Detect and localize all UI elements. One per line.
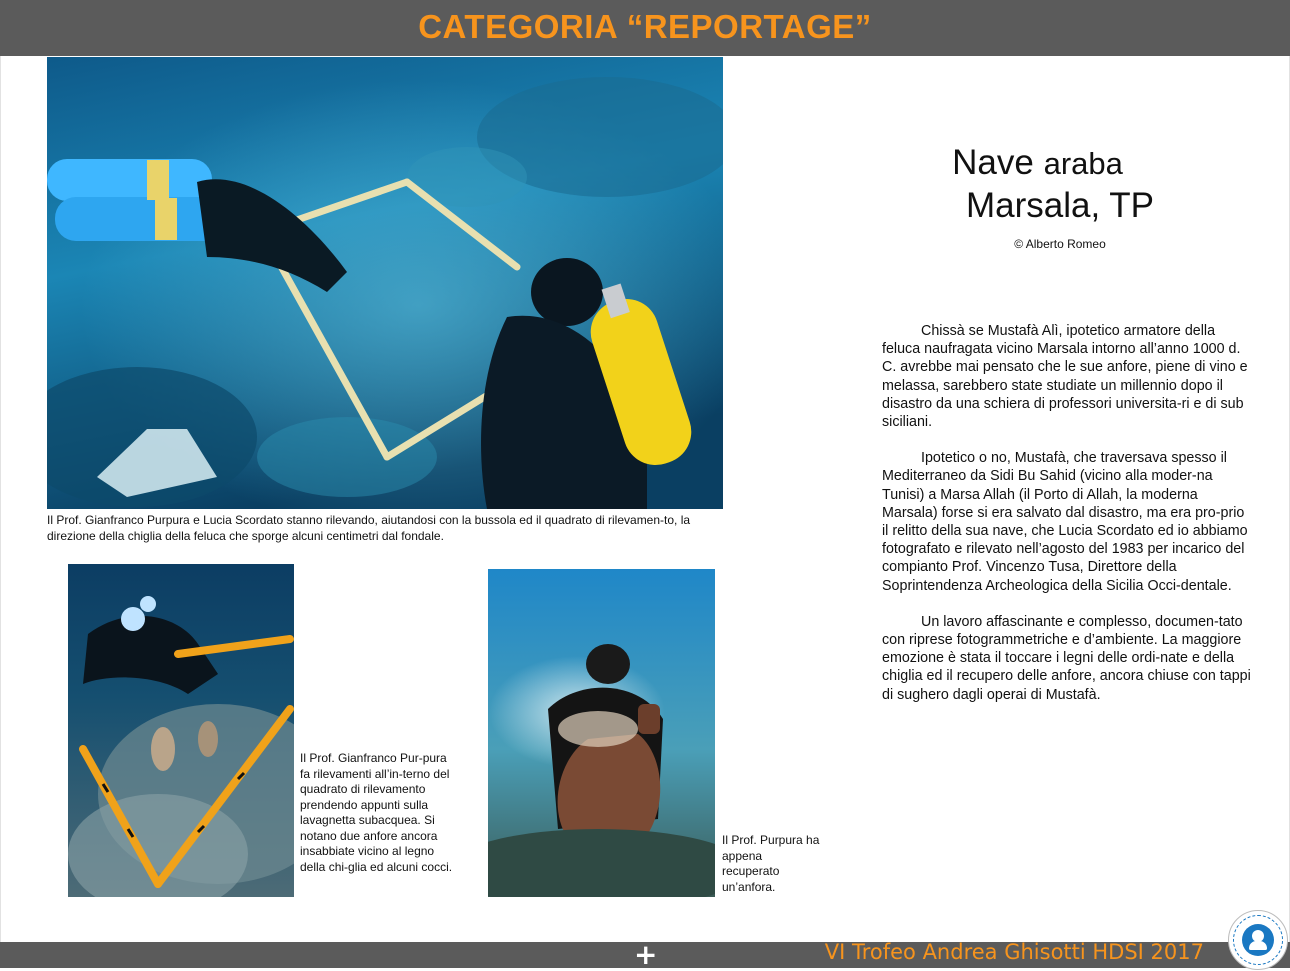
photo-divers-surveying <box>47 57 723 509</box>
article-title-line1 <box>880 142 1240 185</box>
photo2-caption: Il Prof. Gianfranco Pur-pura fa rilevamenti all’in-terno del quadrato di rilevamento prendendo appunti sulla lavagnetta subacquea. Si notano due anfore ancora insabbiate vicino al legno della chi-glia ed alcuni cocci. <box>300 751 453 874</box>
article-paragraph: Un lavoro affascinante e complesso, documen-tato con riprese fotogrammetriche e d’ambiente. La maggiore emozione è stata il toccare i legni delle ordi-nate e della chiglia ed il recupero delle anfore, ancora chiuse con tappi di sughero dagli operai di Mustafà. <box>882 613 1251 703</box>
photo3-caption: Il Prof. Purpura ha appena recuperato un’anfora. <box>722 833 820 894</box>
article-paragraph: Ipotetico o no, Mustafà, che traversava spesso il Mediterraneo da Sidi Bu Sahid (vicino alla moder-na Tunisi) a Marsa Allah (il Porto di Allah, la moderna Marsala) forse si era salvato dal disastro, ma era pro-prio il relitto della sua nave, che Lucia Scordato ed io abbiamo fotografato e rilevato nell’agosto del 1983 per incarico del compianto Prof. Vincenzo Tusa, Direttore della Soprintendenza Archeologica della Sicilia Occi-dentale. <box>882 450 1248 594</box>
logo-diver-body <box>1249 941 1267 950</box>
article-title-line2: Marsala, TP <box>965 186 1155 225</box>
footer-bar <box>0 938 1290 971</box>
plus-icon[interactable]: + <box>634 938 658 971</box>
article-paragraph: Chissà se Mustafà Alì, ipotetico armatore della feluca naufragata vicino Marsala intorno all’anno 1000 d. C. avrebbe mai pensato che le sue anfore, piene di vino e melassa, sarebbero state studiate un millennio dopo il disastro da una schiera di professori universita-ri e di sub siciliani. <box>882 323 1248 431</box>
footer-title: VI Trofeo Andrea Ghisotti HDSI 2017 <box>824 940 1204 964</box>
article-title-word-nave: Nave <box>952 143 1034 182</box>
photo1-caption: Il Prof. Gianfranco Purpura e Lucia Scordato stanno rilevando, aiutandosi con la bussola ed il quadrato di rilevamen-to, la direzione della chiglia della feluca che sporge alcuni centimetri dal fondale. <box>47 513 691 543</box>
hdsi-logo-icon <box>1228 910 1288 970</box>
article-title-word-araba: araba <box>1043 146 1123 181</box>
article-body <box>882 322 1252 722</box>
photo-credit: © Alberto Romeo <box>1014 237 1106 251</box>
photo-diver-with-amphora <box>488 569 715 897</box>
article-heading <box>880 142 1240 251</box>
header-bar <box>0 0 1290 56</box>
photo-diver-taking-notes <box>68 564 294 897</box>
page-title: CATEGORIA “REPORTAGE” <box>418 8 872 45</box>
